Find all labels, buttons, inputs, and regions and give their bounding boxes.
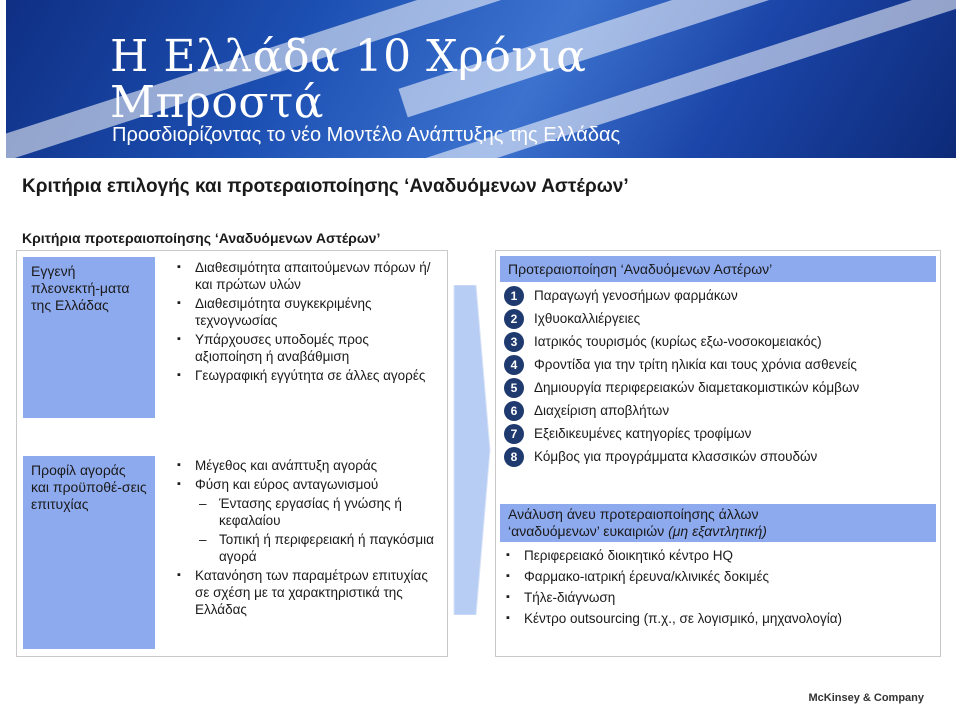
- list-item: ▪ Περιφερειακό διοικητικό κέντρο HQ: [504, 547, 924, 564]
- page-title: [110, 31, 587, 128]
- list-item: ▪ Φαρμακο-ιατρική έρευνα/κλινικές δοκιμές: [504, 568, 924, 585]
- list-item: ▪ Φύση και εύρος ανταγωνισμού: [175, 476, 437, 493]
- section-title: Κριτήρια επιλογής και προτεραιοποίησης ‘Αναδυόμενων Αστέρων’: [22, 176, 629, 197]
- criteria-box-market: Προφίλ αγοράς και προϋποθέ-σεις επιτυχίας: [23, 456, 155, 649]
- priority-text: Φροντίδα για την τρίτη ηλικία και τους χρόνια ασθενείς: [534, 357, 857, 372]
- footer-logo: McKinsey & Company: [808, 692, 924, 704]
- list-item: ▪ Κέντρο outsourcing (π.χ., σε λογισμικό, μηχανολογία): [504, 610, 924, 627]
- priority-item: [504, 448, 934, 468]
- priorities-header: Προτεραιοποίηση ‘Αναδυόμενων Αστέρων’: [500, 256, 936, 282]
- other-opportunities-list: [504, 547, 924, 631]
- priority-item: [504, 287, 934, 307]
- list-item: ▪ Κατανόηση των παραμέτρων επιτυχίας σε σχέση με τα χαρακτηριστικά της Ελλάδας: [175, 567, 437, 618]
- criteria-panel: [16, 250, 448, 657]
- priority-item: [504, 402, 934, 422]
- priority-item: [504, 425, 934, 445]
- header-banner: [6, 0, 956, 158]
- header-line-2: ‘αναδυόμενων’ ευκαιριών (μη εξαντλητική): [508, 523, 767, 539]
- criteria-title: Κριτήρια προτεραιοποίησης ‘Αναδυόμενων Αστέρων’: [22, 230, 381, 246]
- number-badge: 8: [504, 447, 524, 467]
- title-line-2: Μπροστά: [110, 77, 324, 128]
- page-subtitle: Προσδιορίζοντας το νέο Μοντέλο Ανάπτυξης της Ελλάδας: [112, 124, 621, 146]
- priority-text: Παραγωγή γενοσήμων φαρμάκων: [534, 288, 738, 303]
- title-line-1: Η Ελλάδα 10 Χρόνια: [110, 31, 587, 82]
- list-item: ▪ Διαθεσιμότητα απαιτούμενων πόρων ή/και πρώτων υλών: [175, 259, 437, 293]
- other-opportunities-header: [500, 504, 936, 542]
- sub-list-item: – Έντασης εργασίας ή γνώσης ή κεφαλαίου: [175, 495, 437, 529]
- list-item: ▪ Τήλε-διάγνωση: [504, 589, 924, 606]
- sub-list-item: – Τοπική ή περιφερειακή ή παγκόσμια αγορά: [175, 531, 437, 565]
- list-item: ▪ Διαθεσιμότητα συγκεκριμένης τεχνογνωσίας: [175, 295, 437, 329]
- priority-text: Δημιουργία περιφερειακών διαμετακομιστικών κόμβων: [534, 380, 860, 395]
- number-badge: 2: [504, 309, 524, 329]
- priority-text: Ιχθυοκαλλιέργειες: [534, 311, 641, 326]
- arrow-right-icon: [452, 285, 492, 615]
- list-item: ▪ Γεωγραφική εγγύτητα σε άλλες αγορές: [175, 367, 437, 384]
- priority-item: [504, 356, 934, 376]
- number-badge: 6: [504, 401, 524, 421]
- priority-text: Διαχείριση αποβλήτων: [534, 403, 670, 418]
- priority-text: Κόμβος για προγράμματα κλασσικών σπουδών: [534, 449, 818, 464]
- advantages-list: [175, 259, 437, 386]
- priorities-list: [504, 287, 934, 471]
- priority-text: Ιατρικός τουρισμός (κυρίως εξω-νοσοκομειακός): [534, 334, 822, 349]
- priority-item: [504, 333, 934, 353]
- number-badge: 3: [504, 332, 524, 352]
- header-line-1: Ανάλυση άνευ προτεραιοποίησης άλλων: [508, 506, 759, 522]
- header-note: (μη εξαντλητική): [668, 523, 767, 539]
- number-badge: 7: [504, 424, 524, 444]
- criteria-box-advantages: Εγγενή πλεονεκτή-ματα της Ελλάδας: [23, 257, 155, 418]
- number-badge: 1: [504, 286, 524, 306]
- number-badge: 4: [504, 355, 524, 375]
- priority-item: [504, 310, 934, 330]
- list-item: ▪ Μέγεθος και ανάπτυξη αγοράς: [175, 457, 437, 474]
- list-item: ▪ Υπάρχουσες υποδομές προς αξιοποίηση ή αναβάθμιση: [175, 331, 437, 365]
- priorities-panel: [495, 250, 941, 657]
- market-list: [175, 457, 437, 620]
- priority-item: [504, 379, 934, 399]
- priority-text: Εξειδικευμένες κατηγορίες τροφίμων: [534, 426, 752, 441]
- number-badge: 5: [504, 378, 524, 398]
